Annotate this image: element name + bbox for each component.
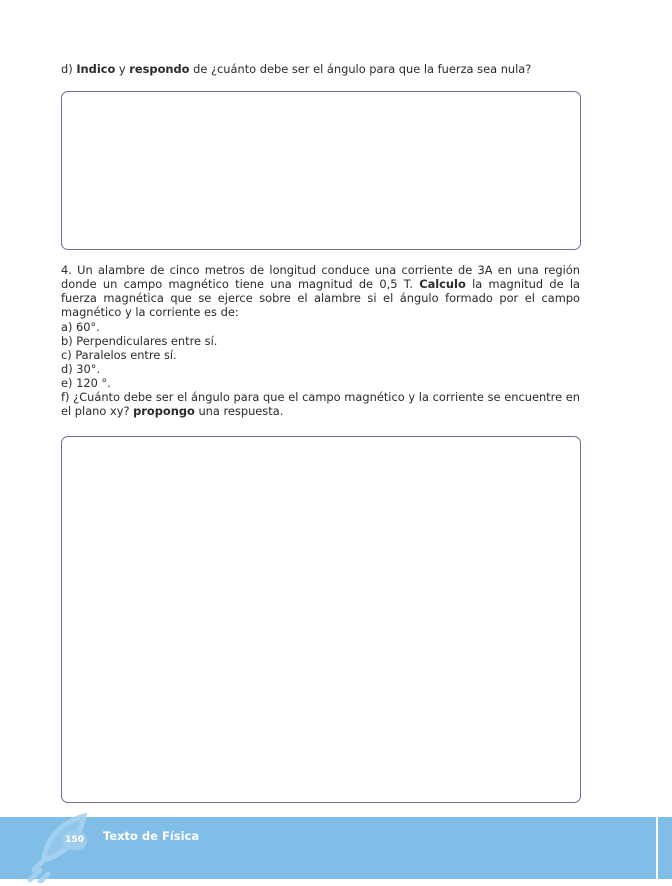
footer-edge-stripe bbox=[656, 817, 672, 879]
problem-4-verb: Calculo bbox=[419, 276, 466, 291]
footer-band bbox=[0, 817, 672, 879]
problem-4-rest: la magnitud de la fuerza magnética que se ejerce sobre el alambre si el ángulo formado por el campo magnético y la corriente es de: bbox=[61, 276, 581, 319]
footer-title: Texto de Física bbox=[103, 829, 200, 843]
question-f-verb: propongo bbox=[133, 403, 195, 418]
problem-4-intro: 4. Un alambre de cinco metros de longitud conduce una corriente de 3A en una región donde un campo magnético tiene una magnitud de 0,5 T. bbox=[61, 263, 580, 291]
option-a: a) 60°. bbox=[61, 320, 100, 334]
problem-4-statement bbox=[61, 264, 580, 320]
question-d-verb1: Indico bbox=[76, 62, 116, 76]
question-f-text: f) ¿Cuánto debe ser el ángulo para que el campo magnético y la corriente se encuentre en el plano xy? bbox=[61, 390, 580, 418]
question-d-label: d) bbox=[61, 62, 73, 76]
question-d bbox=[61, 63, 580, 77]
question-d-rest: de ¿cuánto debe ser el ángulo para que la fuerza sea nula? bbox=[193, 62, 532, 76]
question-d-connector: y bbox=[118, 62, 126, 76]
footer-bottom-margin bbox=[0, 879, 672, 886]
option-b: b) Perpendiculares entre sí. bbox=[61, 333, 218, 348]
problem-4-options bbox=[61, 321, 580, 391]
page-number-badge: 150 bbox=[62, 831, 87, 850]
option-d: d) 30°. bbox=[61, 361, 101, 376]
answer-box-d[interactable] bbox=[61, 91, 581, 250]
answer-box-f[interactable] bbox=[61, 436, 581, 803]
question-f bbox=[61, 391, 580, 419]
question-f-rest: una respuesta. bbox=[198, 403, 284, 418]
question-d-verb2: respondo bbox=[129, 62, 190, 76]
option-c: c) Paralelos entre sí. bbox=[61, 347, 177, 362]
option-e: e) 120 °. bbox=[61, 375, 111, 390]
